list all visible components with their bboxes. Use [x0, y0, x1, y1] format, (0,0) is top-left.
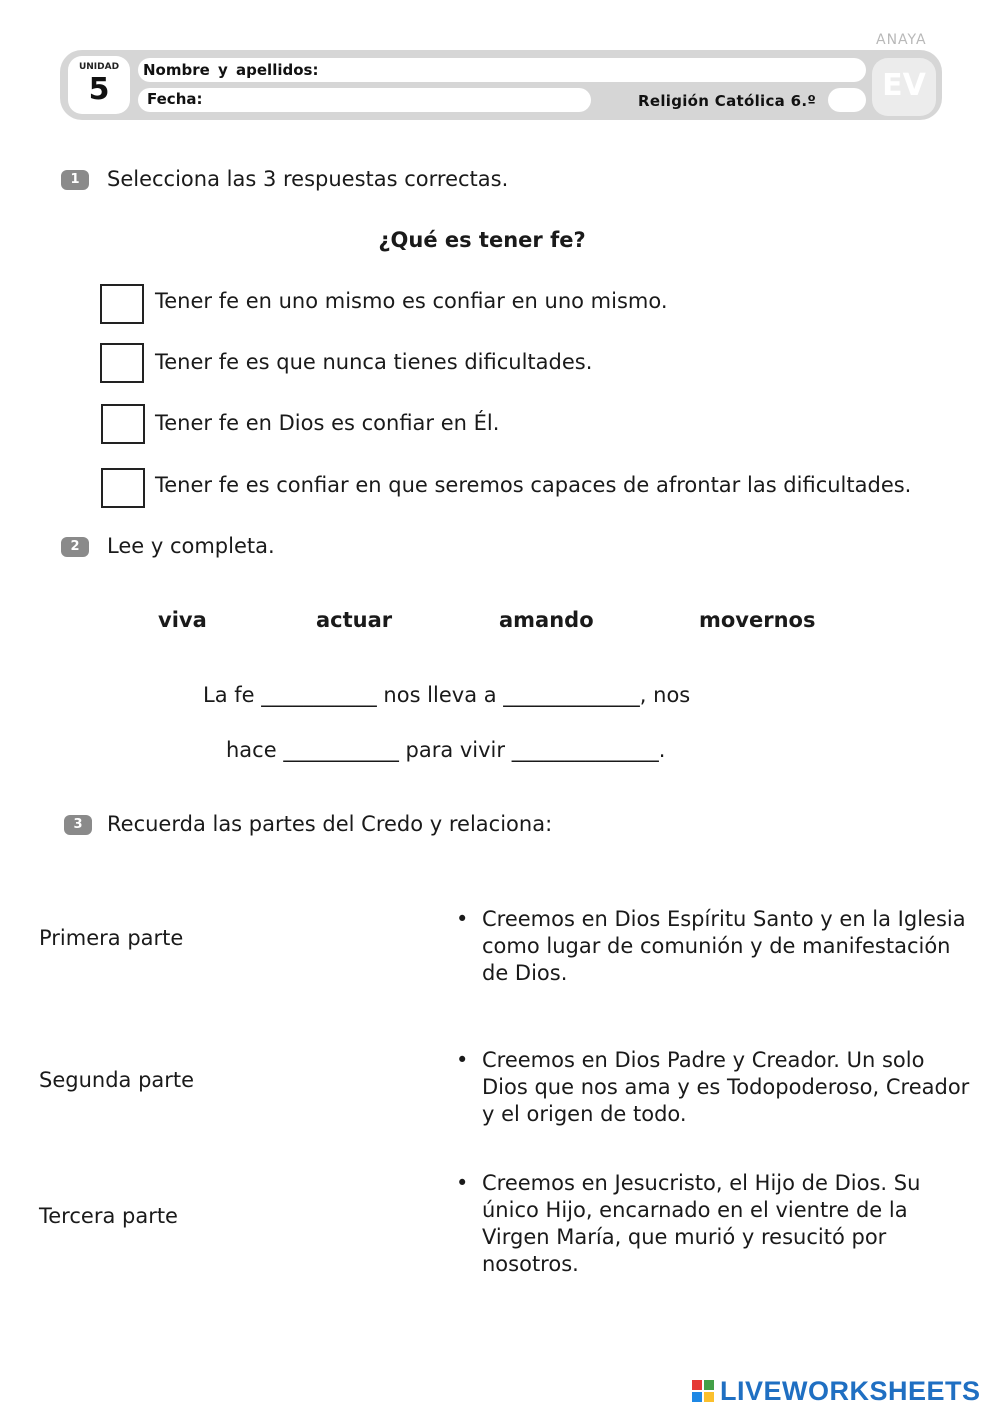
option-1-checkbox[interactable]	[100, 284, 144, 324]
credo-description[interactable]	[456, 1170, 976, 1278]
option-4-text: Tener fe es confiar en que seremos capaces de afrontar las dificultades.	[155, 473, 912, 497]
bullet-icon: •	[456, 907, 469, 931]
unit-number: 5	[88, 72, 110, 107]
credo-part-label[interactable]: Tercera parte	[39, 1204, 178, 1228]
subject-label: Religión Católica 6.º	[638, 92, 817, 110]
date-label: Fecha:	[147, 90, 203, 108]
exercise-3-instruction: Recuerda las partes del Credo y relaciona:	[107, 812, 553, 836]
unit-label: UNIDAD	[78, 62, 120, 72]
exercise-1-instruction: Selecciona las 3 respuestas correctas.	[107, 167, 509, 191]
credo-part-label[interactable]: Primera parte	[39, 926, 184, 950]
exercise-2-number: 2	[61, 537, 89, 557]
option-3-checkbox[interactable]	[101, 404, 145, 444]
word-bank-item[interactable]: movernos	[699, 608, 816, 632]
exercise-2-instruction: Lee y completa.	[107, 534, 275, 558]
fill-in-sentence-line-1[interactable]: La fe ___________ nos lleva a _____________, nos	[203, 683, 691, 707]
credo-description-text: Creemos en Dios Padre y Creador. Un solo Dios que nos ama y es Todopoderoso, Creador y el origen de todo.	[482, 1048, 970, 1126]
logo-grid-icon	[692, 1380, 716, 1404]
option-2-checkbox[interactable]	[100, 343, 144, 383]
exercise-3-number: 3	[64, 815, 92, 835]
bullet-icon: •	[456, 1048, 469, 1072]
exercise-1-number: 1	[61, 170, 89, 190]
date-field[interactable]	[138, 88, 591, 112]
bullet-icon: •	[456, 1171, 469, 1195]
option-2-text: Tener fe es que nunca tienes dificultades.	[155, 350, 593, 374]
credo-description-text: Creemos en Jesucristo, el Hijo de Dios. Su único Hijo, encarnado en el vientre de la Virgen María, que murió y resucitó por nosotros.	[482, 1171, 921, 1276]
evaluation-badge: EV	[882, 68, 926, 103]
name-label: Nombre y apellidos:	[143, 61, 319, 79]
credo-description-text: Creemos en Dios Espíritu Santo y en la Iglesia como lugar de comunión y de manifestación de Dios.	[482, 907, 966, 985]
grade-field[interactable]	[828, 88, 866, 112]
fill-in-sentence-line-2[interactable]: hace ___________ para vivir ______________.	[226, 738, 666, 762]
option-3-text: Tener fe en Dios es confiar en Él.	[155, 411, 500, 435]
word-bank-item[interactable]: actuar	[316, 608, 393, 632]
option-4-checkbox[interactable]	[101, 468, 145, 508]
logo-text: LIVEWORKSHEETS	[720, 1376, 981, 1406]
option-1-text: Tener fe en uno mismo es confiar en uno mismo.	[155, 289, 668, 313]
word-bank-item[interactable]: viva	[158, 608, 207, 632]
credo-description[interactable]	[456, 1047, 976, 1128]
credo-part-label[interactable]: Segunda parte	[39, 1068, 195, 1092]
word-bank-item[interactable]: amando	[499, 608, 594, 632]
credo-description[interactable]	[456, 906, 976, 987]
exercise-1-question: ¿Qué es tener fe?	[378, 228, 586, 252]
publisher-logo: ANAYA	[876, 32, 927, 48]
